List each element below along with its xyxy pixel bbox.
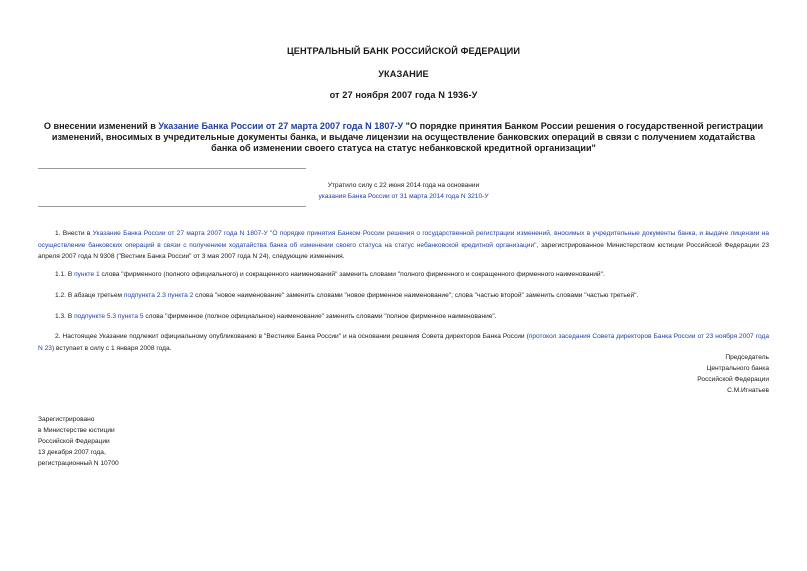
registration-line: в Министерстве юстиции [38,427,115,434]
heading-prefix: О внесении изменений в [43,121,159,131]
signature-line: С.М.Игнатьев [727,387,769,394]
p2-prefix: 2. Настоящее Указание подлежит официальному опубликованию в "Вестнике Банка России" и на основании решения Совета директоров Банка России ( [55,333,529,340]
signature-line: Председатель [725,354,769,361]
paragraph-1-2 [38,290,769,302]
registration-line: Зарегистрировано [38,416,95,423]
signature-line: Центрального банка [706,365,769,372]
p1-1-link[interactable]: пункте 1 [74,271,100,278]
p1-3-link[interactable]: подпункте 5.3 пункта 5 [74,313,144,320]
status-note [38,180,769,202]
p1-3-prefix: 1.3. В [55,313,75,320]
paragraph-1-1 [38,269,769,281]
p1-2-link[interactable]: подпункта 2.3 пункта 2 [123,292,194,299]
p1-1-rest: слова "фирменного (полного официального) и сокращенного наименований" заменить словами "полного фирменного и сокращенного фирменного наименований". [99,271,605,278]
document-date-number: от 27 ноября 2007 года N 1936-У [329,90,478,100]
registration-line: регистрационный N 10700 [38,460,119,467]
document-heading [38,121,769,154]
p1-2-prefix: 1.2. В абзаце третьем [55,292,124,299]
paragraph-1-3 [38,311,769,323]
p1-rest: , зарегистрированное Министерством юстиции Российской Федерации 23 апреля 2007 года N 9308 ("Вестник Банка России" от 3 мая 2007 года N 24), следующие изменения. [38,241,770,260]
heading-rest: "О порядке принятия Банком России решения о государственной регистрации изменений, вносимых в учредительные документы банка, и выдаче лицензии на осуществление банковских операций в связи с получением ходатайства банка об изменении своего статуса на статус небанковской кредитной организации" [51,121,764,153]
paragraph-1 [38,228,769,263]
issuer-title: ЦЕНТРАЛЬНЫЙ БАНК РОССИЙСКОЙ ФЕДЕРАЦИИ [286,46,521,56]
paragraph-2 [38,331,769,354]
registration-line: 13 декабря 2007 года, [38,449,106,456]
divider-top [38,168,306,169]
registration-block [38,414,119,469]
p1-link-title[interactable]: "О порядке принятия Банком России решения о государственной регистрации изменений, вносимых в учредительные документы банка, и выдаче лицензии на осуществление банковских операций в связи с получением ходатайства банка об изменении своего статуса на статус небанковской кредитной организации" [38,230,769,249]
status-note-line: Утратило силу с 22 июня 2014 года на основании [327,182,480,189]
signature-block [697,352,769,396]
p1-link-decree[interactable]: Указание Банка России от 27 марта 2007 года N 1807-У [92,230,268,237]
signature-line: Российской Федерации [697,376,769,383]
p1-2-rest: слова "новое наименование" заменить словами "новое фирменное наименование"; слова "частью второй" заменить словами "частью третьей". [193,292,639,299]
p1-3-rest: слова "фирменное (полное официальное) наименование" заменить словами "полное фирменное наименование". [143,313,497,320]
p1-1-prefix: 1.1. В [55,271,75,278]
divider-bottom [38,206,306,207]
document-type: УКАЗАНИЕ [378,69,429,79]
p2-link[interactable]: протокол заседания Совета директоров Банка России от 23 ноября 2007 года N 23 [38,333,769,352]
registration-line: Российской Федерации [38,438,110,445]
p1-prefix: 1. Внести в [55,230,93,237]
status-note-link[interactable]: указания Банка России от 31 марта 2014 года N 3210-У [318,193,489,200]
p2-rest: ) вступает в силу с 1 января 2008 года. [51,344,172,352]
heading-link[interactable]: Указание Банка России от 27 марта 2007 года N 1807-У [158,121,404,131]
